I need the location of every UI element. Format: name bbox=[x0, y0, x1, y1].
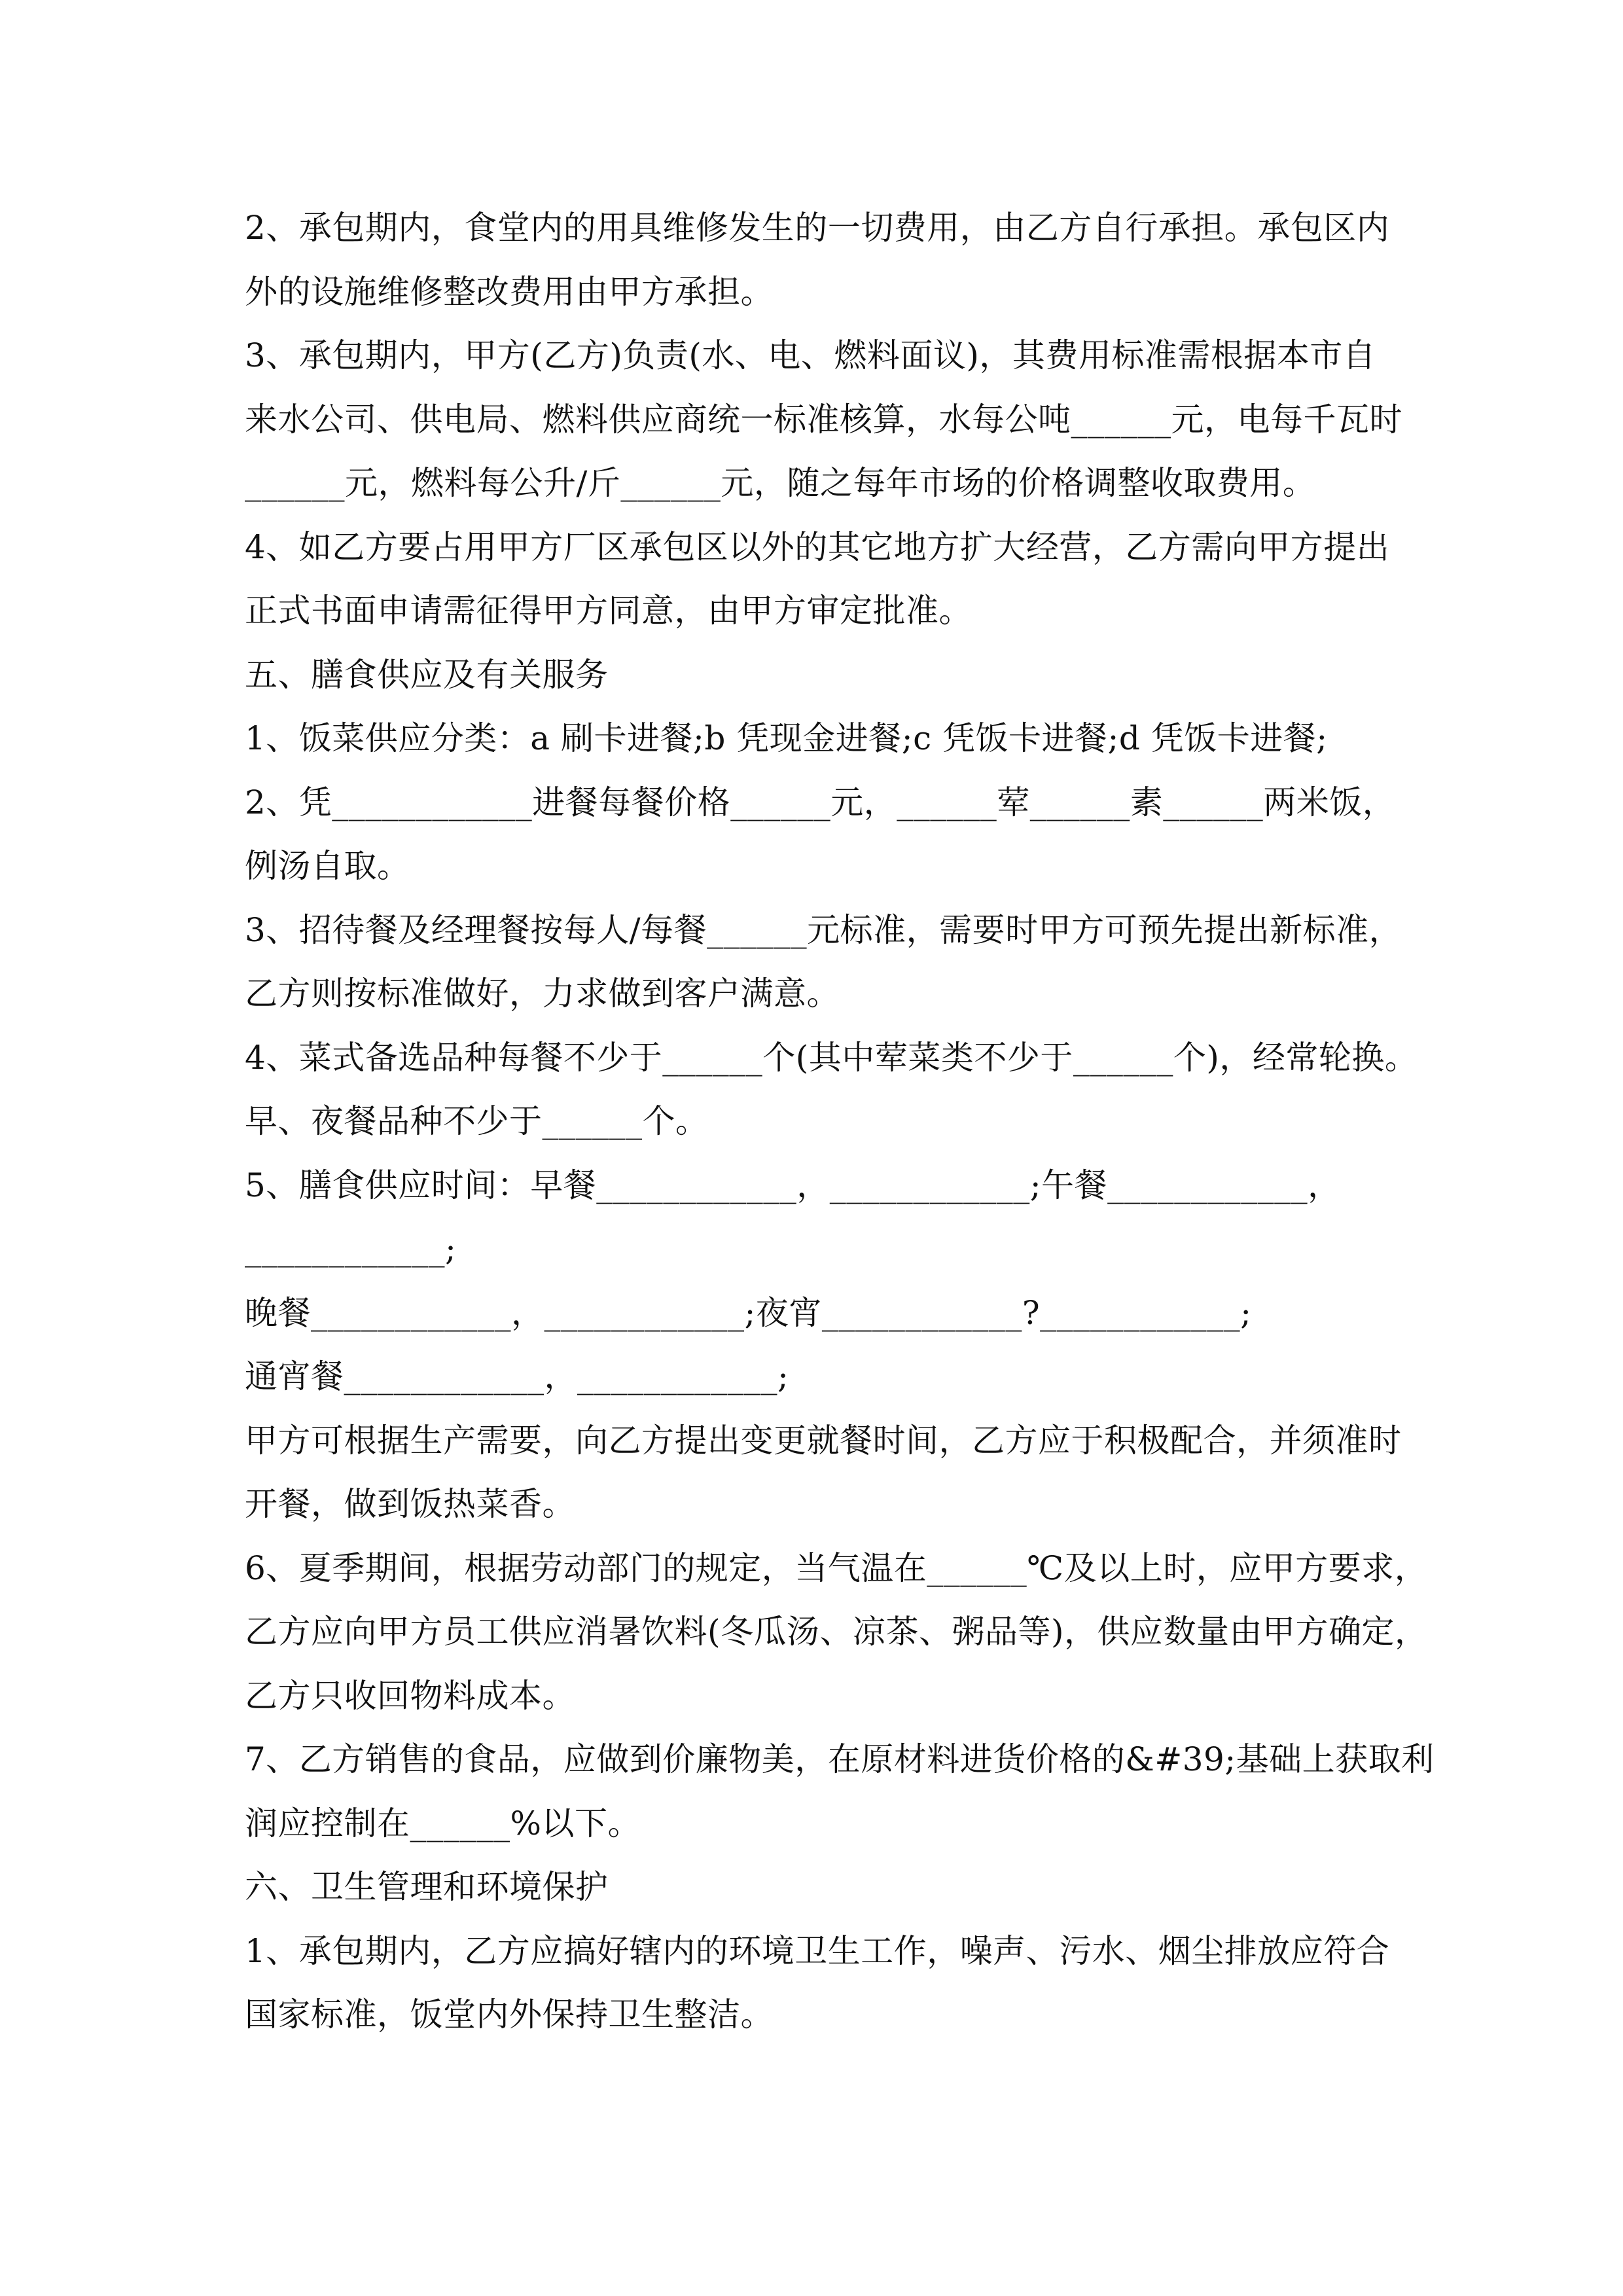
text-line: 1、承包期内，乙方应搞好辖内的环境卫生工作，噪声、污水、烟尘排放应符合 bbox=[245, 1931, 1390, 1970]
text-line: 乙方应向甲方员工供应消暑饮料(冬瓜汤、凉茶、粥品等)，供应数量由甲方确定， bbox=[245, 1613, 1428, 1651]
text-line: 2、承包期内，食堂内的用具维修发生的一切费用，由乙方自行承担。承包区内 bbox=[245, 209, 1390, 247]
section-heading: 六、卫生管理和环境保护 bbox=[245, 1868, 609, 1906]
text-line: 乙方只收回物料成本。 bbox=[245, 1676, 575, 1715]
text-line: 4、如乙方要占用甲方厂区承包区以外的其它地方扩大经营，乙方需向甲方提出 bbox=[245, 528, 1390, 566]
text-line: 3、承包期内，甲方(乙方)负责(水、电、燃料面议)，其费用标准需根据本市自 bbox=[245, 336, 1376, 374]
text-line: 7、乙方销售的食品，应做到价廉物美，在原材料进货价格的&#39;基础上获取利 bbox=[245, 1740, 1435, 1778]
text-line: 乙方则按标准做好，力求做到客户满意。 bbox=[245, 975, 840, 1013]
text-line: 开餐，做到饭热菜香。 bbox=[245, 1485, 575, 1523]
text-line: ____________; bbox=[245, 1230, 457, 1268]
text-line: 国家标准，饭堂内外保持卫生整洁。 bbox=[245, 1996, 774, 2034]
text-line: 早、夜餐品种不少于______个。 bbox=[245, 1102, 709, 1140]
text-line: 外的设施维修整改费用由甲方承担。 bbox=[245, 272, 774, 311]
text-line: 5、膳食供应时间：早餐____________，____________;午餐____________， bbox=[245, 1166, 1341, 1204]
text-line: 晚餐____________，____________;夜宵____________?____________; bbox=[245, 1293, 1252, 1332]
text-line: 2、凭____________进餐每餐价格______元，______荤______素______两米饭， bbox=[245, 783, 1396, 821]
text-line: 来水公司、供电局、燃料供应商统一标准核算，水每公吨______元，电每千瓦时 bbox=[245, 400, 1402, 439]
text-line: 1、饭菜供应分类：a 刷卡进餐;b 凭现金进餐;c 凭饭卡进餐;d 凭饭卡进餐; bbox=[245, 719, 1328, 757]
text-line: 3、招待餐及经理餐按每人/每餐______元标准，需要时甲方可预先提出新标准， bbox=[245, 910, 1402, 949]
document-body bbox=[245, 196, 1435, 2047]
text-line: 6、夏季期间，根据劳动部门的规定，当气温在______℃及以上时，应甲方要求， bbox=[245, 1549, 1428, 1587]
text-line: 例汤自取。 bbox=[245, 847, 410, 885]
text-line: 甲方可根据生产需要，向乙方提出变更就餐时间，乙方应于积极配合，并须准时 bbox=[245, 1421, 1402, 1460]
text-line: 4、菜式备选品种每餐不少于______个(其中荤菜类不少于______个)，经常轮换。 bbox=[245, 1038, 1418, 1077]
text-line: 润应控制在______%以下。 bbox=[245, 1804, 641, 1842]
text-line: ______元，燃料每公升/斤______元，随之每年市场的价格调整收取费用。 bbox=[245, 464, 1316, 502]
text-line: 通宵餐____________，____________; bbox=[245, 1357, 789, 1395]
section-heading: 五、膳食供应及有关服务 bbox=[245, 655, 609, 694]
text-line: 正式书面申请需征得甲方同意，由甲方审定批准。 bbox=[245, 592, 972, 630]
